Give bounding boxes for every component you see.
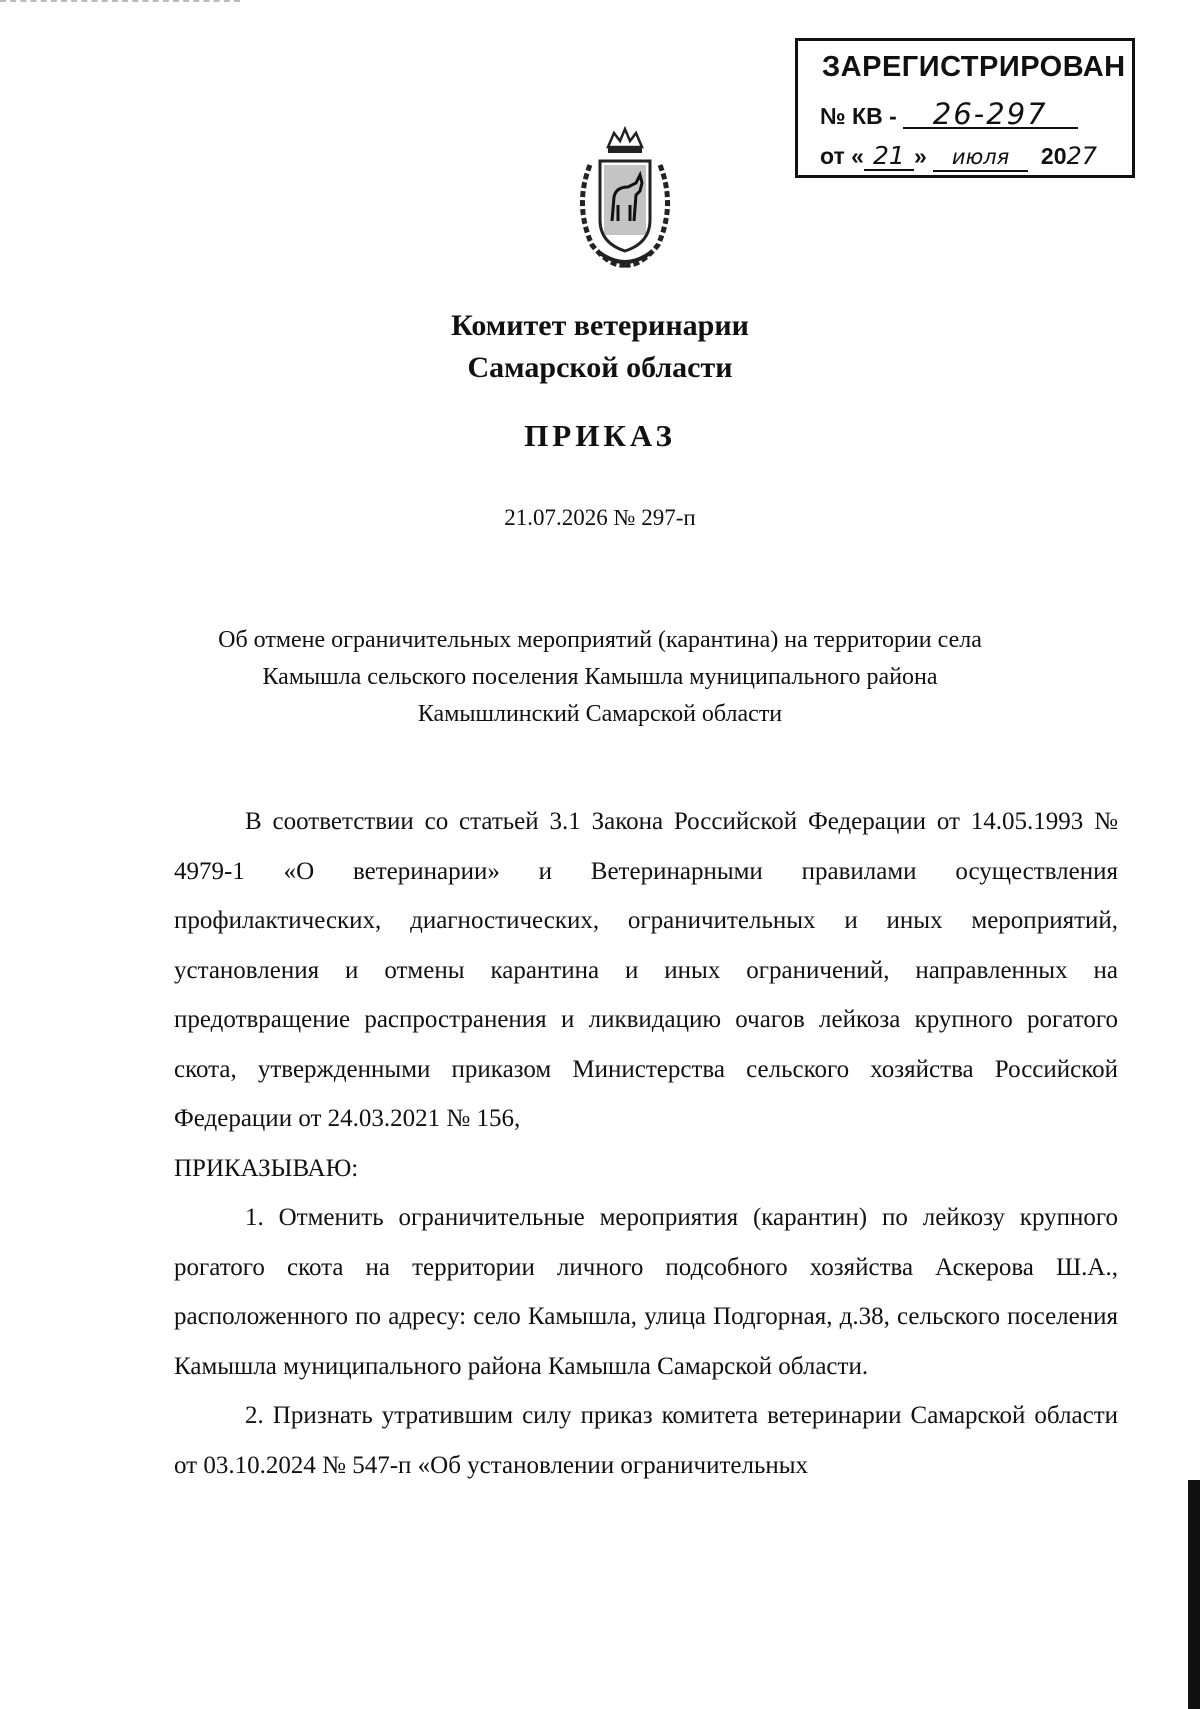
- stamp-date-mid: »: [913, 143, 927, 169]
- registration-stamp: [795, 38, 1135, 178]
- title-line-1: Об отмене ограничительных мероприятий (карантина) на территории села: [218, 627, 982, 653]
- coat-of-arms-icon: [570, 125, 680, 275]
- preamble-paragraph: В соответствии со статьей 3.1 Закона Российской Федерации от 14.05.1993 № 4979-1 «О ветеринарии» и Ветеринарными правилами осуществления профилактических, диагностических, ограничительных и иных мероприятий, установления и отмены карантина и иных ограничений, направленных на предотвращение распространения и ликвидацию очагов лейкоза крупного рогатого скота, утвержденными приказом Министерства сельского хозяйства Российской Федерации от 24.03.2021 № 156,: [174, 808, 1118, 1132]
- stamp-title: ЗАРЕГИСТРИРОВАН: [822, 51, 1126, 83]
- stamp-number-prefix: № КВ -: [820, 103, 897, 129]
- scan-artifact-edge: [1188, 1480, 1200, 1709]
- document-date-number: 21.07.2026 № 297-п: [504, 505, 696, 530]
- committee-line-1: Комитет ветеринарии: [451, 309, 749, 342]
- stamp-day-handwritten: 21: [864, 143, 914, 171]
- stamp-year-printed: 20: [1040, 143, 1067, 169]
- order-item-1: 1. Отменить ограничительные мероприятия (карантин) по лейкозу крупного рогатого скота на территории личного подсобного хозяйства Аскерова Ш.А., расположенного по адресу: село Камышла, улица Подгорная, д.38, сельского поселения Камышла муниципального района Камышла Самарской области.: [174, 1204, 1118, 1380]
- scan-artifact-top: [0, 0, 240, 2]
- committee-line-2: Самарской области: [467, 351, 733, 384]
- stamp-year-handwritten: 27: [1066, 142, 1098, 170]
- order-word: ПРИКАЗЫВАЮ:: [174, 1154, 359, 1182]
- document-type: ПРИКАЗ: [524, 418, 676, 453]
- stamp-date-prefix: от «: [820, 143, 864, 169]
- title-line-3: Камышлинский Самарской области: [417, 701, 783, 727]
- committee-name: [0, 305, 1200, 389]
- document-body: [174, 797, 1118, 1490]
- stamp-number-line: [820, 97, 1078, 131]
- order-item-2: 2. Признать утратившим силу приказ комитета ветеринарии Самарской области от 03.10.2024 № 547-п «Об установлении ограничительных: [174, 1402, 1118, 1479]
- stamp-number-handwritten: 26-297: [903, 101, 1078, 129]
- stamp-month-handwritten: июля: [933, 144, 1028, 172]
- document-title: [80, 622, 1120, 733]
- stamp-date-line: [820, 143, 1097, 172]
- title-line-2: Камышла сельского поселения Камышла муниципального района: [262, 664, 938, 690]
